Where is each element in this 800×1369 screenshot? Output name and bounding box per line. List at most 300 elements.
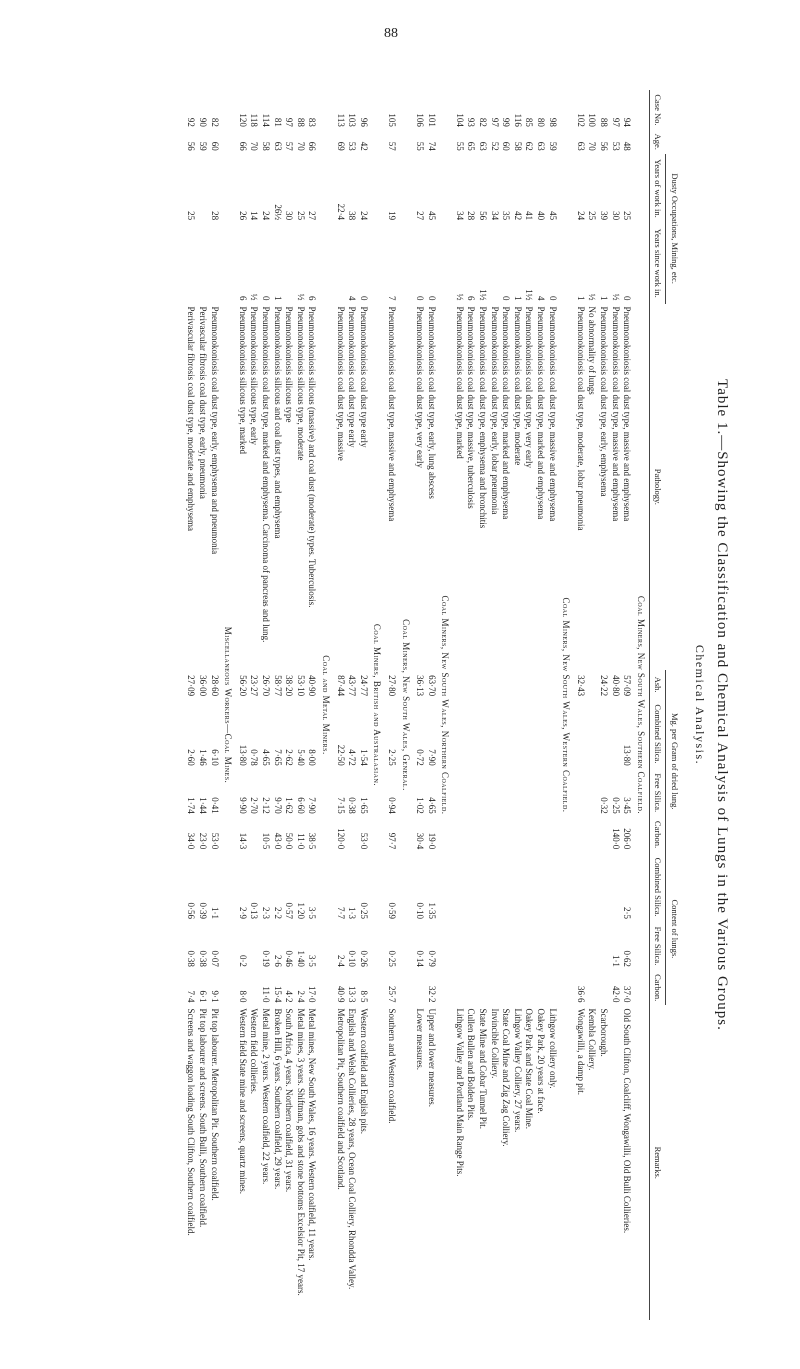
cell-pathology: Pneumonokoniosis coal dust type early xyxy=(347,306,358,448)
cell-content-carbon: 2·4 xyxy=(295,990,306,1003)
cell-age: 63 xyxy=(478,141,489,151)
cell-age: 65 xyxy=(466,141,477,151)
section-title: Coal and Metal Miners. xyxy=(320,655,331,755)
cell-age: 62 xyxy=(524,141,535,151)
cell-remarks: South Africa, 4 years. Northern coalfield, 31 years. xyxy=(284,1008,295,1193)
cell-combined-silica: 4·65 xyxy=(261,749,271,766)
cell-remarks: Lithgow colliery only. xyxy=(547,1008,558,1089)
table-row xyxy=(586,90,598,1320)
table-row xyxy=(523,90,535,1320)
cell-years-work: 24 xyxy=(358,211,369,221)
cell-case: 85 xyxy=(524,117,535,127)
cell-content-carbon xyxy=(597,970,609,1006)
cell-free-silica: 0·25 xyxy=(610,797,621,814)
cell-content-combined: 3·5 xyxy=(307,907,318,919)
section-title: Miscellaneous Workers—Coal Mines. xyxy=(223,626,234,784)
cell-content-free: 1·1 xyxy=(610,954,621,967)
cell-remarks: Old South Clifton, Coalcliff, Wongawilli, Old Bulli Collieries. xyxy=(622,1008,633,1234)
cell-carbon xyxy=(574,817,586,853)
cell-pathology: Pneumonokoniosis coal dust type early xyxy=(358,306,369,448)
cell-content-carbon: 42·0 xyxy=(610,985,621,1003)
cell-content-free: 0·26 xyxy=(358,950,369,967)
cell-age: 53 xyxy=(347,141,358,151)
cell-content-free: 0·38 xyxy=(198,950,209,967)
cell-combined-silica: 2·62 xyxy=(284,749,295,766)
cell-years-work xyxy=(196,154,208,223)
table-row xyxy=(574,90,586,1320)
cell-content-combined xyxy=(511,852,523,922)
cell-case: 81 xyxy=(272,117,283,127)
cell-content-combined: 2·9 xyxy=(237,907,248,919)
cell-carbon: 11·0 xyxy=(295,833,306,850)
cell-content-combined: 0·56 xyxy=(186,902,197,919)
cell-free-silica: 0·38 xyxy=(347,797,358,814)
cell-content-carbon: 13·3 xyxy=(347,985,358,1003)
cell-free-silica: 2·70 xyxy=(249,797,260,814)
cell-content-combined xyxy=(523,852,535,922)
cell-case: 97 xyxy=(284,117,295,127)
cell-age: 63 xyxy=(536,141,547,151)
cell-ash xyxy=(586,670,598,699)
section-header xyxy=(437,90,454,1320)
cell-content-combined xyxy=(574,852,586,922)
cell-content-carbon: 37·0 xyxy=(622,985,633,1003)
cell-content-combined xyxy=(488,852,500,922)
cell-age: 60 xyxy=(501,141,512,151)
cell-years-since: ½ xyxy=(610,293,621,301)
cell-carbon: 43·0 xyxy=(272,832,283,850)
cell-age: 69 xyxy=(335,141,346,151)
cell-years-since: 1 xyxy=(272,296,283,301)
cell-ash xyxy=(523,670,535,699)
cell-ash: 38·20 xyxy=(284,675,295,697)
cell-years-work: 27 xyxy=(307,211,318,221)
cell-remarks: Kembla Colliery. xyxy=(587,1008,598,1071)
header-years-since: Years since work in. xyxy=(649,223,666,303)
cell-age: 60 xyxy=(209,141,220,151)
cell-pathology: Pneumonokoniosis coal dust type, massive and emphysema xyxy=(547,306,558,522)
table-body xyxy=(185,90,649,1320)
cell-age: 58 xyxy=(512,141,523,151)
cell-remarks: Metal mine, 2 years. Western coalfield, 22 years. xyxy=(261,1008,271,1185)
cell-remarks: Cullen Bullen and Bolden Pits. xyxy=(466,1008,477,1121)
cell-content-free xyxy=(534,922,546,970)
cell-years-work: 38 xyxy=(347,211,358,221)
cell-pathology: Pneumonokoniosis silicous type, marked xyxy=(237,306,248,455)
cell-years-since: 1½ xyxy=(524,289,535,301)
cell-content-carbon: 11·0 xyxy=(261,986,271,1003)
cell-remarks: Broken Hill, 6 years. Southern coalfield, 29 years. xyxy=(272,1008,283,1190)
cell-free-silica xyxy=(586,769,598,817)
cell-content-combined xyxy=(500,852,512,922)
cell-pathology: Pneumonokoniosis coal dust type, marked and emphysema xyxy=(501,306,512,520)
cell-carbon: 38·5 xyxy=(307,832,318,850)
table-row xyxy=(488,90,500,1320)
cell-content-free: 0·46 xyxy=(284,950,295,967)
cell-content-free: 0·07 xyxy=(209,950,220,967)
header-remarks: Remarks. xyxy=(649,1005,682,1320)
cell-content-free xyxy=(465,922,477,970)
cell-years-work: 56 xyxy=(478,211,489,221)
cell-pathology: Pneumonokoniosis silicous type xyxy=(284,306,295,423)
cell-age: 55 xyxy=(454,141,465,151)
cell-carbon: 206·0 xyxy=(622,828,633,850)
cell-years-since: 1 xyxy=(599,296,610,301)
cell-case: 105 xyxy=(386,113,397,127)
table-row xyxy=(597,90,609,1320)
cell-years-work: 26½ xyxy=(272,204,283,221)
cell-content-combined: 1·20 xyxy=(295,902,306,919)
cell-ash: 36·13 xyxy=(415,675,426,697)
cell-case: 97 xyxy=(489,117,500,127)
cell-carbon: 140·0 xyxy=(610,828,621,850)
cell-years-work: 34 xyxy=(489,211,500,221)
cell-case: 99 xyxy=(501,117,512,127)
cell-carbon: 120·0 xyxy=(335,828,346,850)
cell-case: 104 xyxy=(454,113,465,127)
cell-age: 70 xyxy=(295,141,306,151)
cell-ash: 36·00 xyxy=(198,675,209,697)
table-row xyxy=(534,90,546,1320)
cell-content-free xyxy=(488,922,500,970)
cell-pathology: Pneumonokoniosis coal dust type, massive and emphysema xyxy=(386,306,397,522)
table-row xyxy=(248,90,260,1320)
cell-remarks: Lithgow Valley Colliery, 27 years. xyxy=(512,1008,523,1133)
cell-content-combined: 0·39 xyxy=(198,902,209,919)
cell-age: 58 xyxy=(261,141,271,151)
cell-remarks: Lower measures. xyxy=(415,1008,426,1070)
cell-ash xyxy=(500,670,512,699)
cell-carbon xyxy=(488,817,500,853)
cell-years-work: 14 xyxy=(249,211,260,221)
cell-free-silica xyxy=(488,769,500,817)
cell-content-carbon: 4·2 xyxy=(284,990,295,1003)
cell-remarks: Metal mines, 3 years. Shiftman, gobs and stone bottoms Excelsior Pit, 17 years. xyxy=(295,1008,306,1296)
cell-ash: 58·77 xyxy=(272,675,283,697)
cell-ash: 27·80 xyxy=(386,675,397,697)
cell-free-silica: 7·90 xyxy=(307,797,318,814)
cell-years-since: 0 xyxy=(426,296,437,301)
cell-carbon xyxy=(477,817,489,853)
header-combined-silica: Combined Silica. xyxy=(649,699,666,769)
cell-ash: 53·10 xyxy=(295,675,306,697)
cell-free-silica: 1·02 xyxy=(415,797,426,814)
cell-content-combined: 0·13 xyxy=(249,902,260,919)
cell-years-since: 0 xyxy=(261,296,271,301)
cell-years-work: 24 xyxy=(575,211,586,221)
cell-years-work: 25 xyxy=(186,211,197,221)
cell-free-silica: 1·44 xyxy=(198,797,209,814)
cell-case: 92 xyxy=(186,117,197,127)
cell-free-silica: 1·74 xyxy=(186,797,197,814)
table-row xyxy=(271,90,283,1320)
cell-content-carbon xyxy=(534,970,546,1006)
cell-case: 114 xyxy=(261,113,271,127)
cell-carbon xyxy=(597,817,609,853)
cell-years-since: ½ xyxy=(587,293,598,301)
cell-free-silica xyxy=(523,769,535,817)
cell-years-since xyxy=(488,223,500,303)
cell-combined-silica: 2·60 xyxy=(186,749,197,766)
cell-ash xyxy=(477,670,489,699)
cell-years-work: 25 xyxy=(295,211,306,221)
cell-content-combined xyxy=(453,852,465,922)
cell-free-silica xyxy=(511,769,523,817)
cell-content-carbon: 32·2 xyxy=(426,985,437,1003)
cell-content-free xyxy=(453,922,465,970)
cell-years-work: 35 xyxy=(501,211,512,221)
section-header xyxy=(632,90,649,1320)
cell-pathology: Pneumonokoniosis silicous (massive) and coal dust (moderate) types. Tuberculosis. xyxy=(307,306,318,608)
cell-content-combined xyxy=(465,852,477,922)
cell-content-free: 0·79 xyxy=(426,950,437,967)
cell-case: 88 xyxy=(295,117,306,127)
cell-content-combined xyxy=(546,852,558,922)
cell-pathology: Pneumonokoniosis silicous type, early xyxy=(249,306,260,446)
cell-content-carbon xyxy=(500,970,512,1006)
cell-free-silica xyxy=(574,769,586,817)
cell-combined-silica: 22·50 xyxy=(335,744,346,766)
cell-years-since xyxy=(185,223,197,303)
cell-carbon xyxy=(248,817,260,853)
cell-content-combined: 2·3 xyxy=(261,907,271,919)
cell-content-carbon: 40·9 xyxy=(335,985,346,1003)
cell-free-silica: 6·60 xyxy=(295,797,306,814)
cell-content-free xyxy=(477,922,489,970)
cell-case: 83 xyxy=(307,117,318,127)
cell-combined-silica xyxy=(534,699,546,769)
cell-free-silica: 9·70 xyxy=(272,797,283,814)
cell-age: 57 xyxy=(386,141,397,151)
cell-carbon: 14·3 xyxy=(237,832,248,850)
cell-years-since xyxy=(334,223,346,303)
table-row xyxy=(621,90,633,1320)
table-row xyxy=(546,90,558,1320)
cell-remarks: Southern and Western coalfield. xyxy=(386,1008,397,1124)
cell-free-silica: 3·45 xyxy=(622,797,633,814)
cell-remarks: Scarborough. xyxy=(599,1008,610,1057)
section-title: Coal Miners, New South Wales, General. xyxy=(400,619,411,791)
header-case: Case No. xyxy=(649,90,682,130)
cell-content-free xyxy=(511,922,523,970)
cell-age: 42 xyxy=(358,141,369,151)
cell-age: 56 xyxy=(186,141,197,151)
cell-content-free xyxy=(546,922,558,970)
cell-ash xyxy=(534,670,546,699)
cell-age: 63 xyxy=(575,141,586,151)
cell-content-carbon: 15·4 xyxy=(272,985,283,1003)
cell-combined-silica xyxy=(523,699,535,769)
cell-pathology: Pneumonokoniosis silicous and coal dust types, and emphysema xyxy=(272,306,283,539)
cell-content-free: 0·62 xyxy=(622,950,633,967)
cell-case: 94 xyxy=(622,117,633,127)
section-header xyxy=(397,90,414,1320)
cell-combined-silica: 5·40 xyxy=(295,749,306,766)
cell-free-silica xyxy=(546,769,558,817)
cell-combined-silica: 1·54 xyxy=(358,749,369,766)
section-title: Coal Miners, New South Wales, Western Coalfield. xyxy=(561,597,572,813)
cell-carbon xyxy=(534,817,546,853)
cell-free-silica: 0·41 xyxy=(209,797,220,814)
cell-case: 118 xyxy=(249,113,260,127)
cell-ash xyxy=(453,670,465,699)
cell-content-combined xyxy=(609,852,621,922)
cell-content-free: 2·4 xyxy=(335,954,346,967)
cell-ash xyxy=(546,670,558,699)
cell-free-silica xyxy=(465,769,477,817)
cell-pathology: Pneumonokoniosis coal dust type, massive and emphysema xyxy=(622,306,633,522)
cell-combined-silica xyxy=(500,699,512,769)
cell-content-combined: 1·1 xyxy=(209,907,220,919)
cell-combined-silica: 6·10 xyxy=(209,749,220,766)
cell-remarks: Screens and waggon loading South Clifton, Southern coalfield. xyxy=(186,1008,197,1236)
cell-carbon: 19·0 xyxy=(426,832,437,850)
table-row xyxy=(414,90,426,1320)
cell-pathology: No abnormality of lungs xyxy=(587,306,598,395)
cell-remarks: Western coalfield and English pits. xyxy=(358,1008,369,1134)
table-row xyxy=(196,90,208,1320)
cell-content-free: 2·6 xyxy=(272,954,283,967)
cell-remarks: Metal mines, New South Wales, 16 years. Western coalfield, 11 years. xyxy=(307,1008,318,1261)
cell-ash: 28·60 xyxy=(209,675,220,697)
header-content-combined: Combined Silica. xyxy=(649,852,666,922)
cell-content-free xyxy=(500,922,512,970)
cell-pathology: Pneumonokoniosis coal dust type, moderate xyxy=(512,306,523,466)
cell-content-combined xyxy=(477,852,489,922)
cell-years-since xyxy=(196,223,208,303)
header-age: Age. xyxy=(649,130,682,154)
cell-content-combined: 0·59 xyxy=(386,902,397,919)
cell-years-since: 6 xyxy=(466,296,477,301)
cell-age: 56 xyxy=(599,141,610,151)
table-row xyxy=(465,90,477,1320)
cell-years-work: 30 xyxy=(610,211,621,221)
cell-pathology: Pneumonokoniosis coal dust type, massive xyxy=(335,306,346,461)
cell-case: 82 xyxy=(478,117,489,127)
header-ash: Ash. xyxy=(649,670,666,699)
cell-carbon: 53·0 xyxy=(209,832,220,850)
section-header xyxy=(558,90,575,1320)
cell-pathology: Perivascular fibrosis coal dust type, moderate and emphysema xyxy=(186,306,197,531)
cell-combined-silica: 13·80 xyxy=(622,744,633,766)
table-title: Table 1.—Showing the Classification and Chemical Analysis of Lungs in the Various Groups. xyxy=(714,379,730,1031)
cell-carbon: 97·7 xyxy=(386,832,397,850)
cell-years-work: 28 xyxy=(466,211,477,221)
cell-years-work: 19 xyxy=(386,211,397,221)
cell-carbon: 34·0 xyxy=(186,832,197,850)
table-row xyxy=(283,90,295,1320)
cell-case: 100 xyxy=(587,113,598,127)
table-row xyxy=(385,90,397,1320)
cell-years-since: ½ xyxy=(295,293,306,301)
cell-case: 97 xyxy=(610,117,621,127)
cell-age: 59 xyxy=(198,141,209,151)
cell-carbon: 23·0 xyxy=(198,832,209,850)
cell-years-since: 4 xyxy=(347,296,358,301)
cell-remarks: Western field State mine and screens, quartz mines. xyxy=(237,1008,248,1194)
table-row xyxy=(511,90,523,1320)
cell-remarks xyxy=(609,1005,621,1320)
cell-case: 90 xyxy=(198,117,209,127)
cell-ash: 87·44 xyxy=(335,675,346,697)
cell-free-silica xyxy=(453,769,465,817)
page-number: 88 xyxy=(384,26,398,41)
table-row xyxy=(346,90,358,1320)
cell-pathology: Pneumonokoniosis coal dust type, marked xyxy=(454,306,465,459)
cell-content-combined: 1·3 xyxy=(347,907,358,919)
cell-case: 120 xyxy=(237,113,248,127)
cell-age: 52 xyxy=(489,141,500,151)
cell-pathology: Pneumonokoniosis coal dust type, early, emphysema and pneumonia xyxy=(209,306,220,555)
cell-free-silica: 4·65 xyxy=(426,797,437,814)
cell-case: 113 xyxy=(335,113,346,127)
cell-years-since xyxy=(283,223,295,303)
cell-ash: 23·27 xyxy=(249,675,260,697)
header-content-carbon: Carbon. xyxy=(649,970,666,1006)
header-content-free: Free Silica. xyxy=(649,922,666,970)
cell-case: 98 xyxy=(547,117,558,127)
cell-ash: 27·09 xyxy=(186,675,197,697)
cell-content-carbon xyxy=(465,970,477,1006)
table-row xyxy=(477,90,489,1320)
cell-content-carbon: 8·5 xyxy=(358,990,369,1003)
section-title: Coal Miners, British and Australasian. xyxy=(372,623,383,787)
cell-content-free: 0·19 xyxy=(261,950,271,967)
cell-ash: 43·77 xyxy=(347,675,358,697)
cell-combined-silica xyxy=(465,699,477,769)
cell-remarks: Lithgow Valley and Portland Main Range Pits. xyxy=(454,1008,465,1177)
cell-years-work: 40 xyxy=(536,211,547,221)
cell-content-free: 0·2 xyxy=(237,954,248,967)
cell-carbon xyxy=(465,817,477,853)
analysis-table xyxy=(185,90,682,1320)
cell-years-since: ½ xyxy=(249,293,260,301)
section-header xyxy=(220,90,237,1320)
section-header xyxy=(317,90,334,1320)
cell-pathology: Pneumonokoniosis coal dust type, very early xyxy=(415,306,426,468)
cell-years-since: 7 xyxy=(386,296,397,301)
table-row xyxy=(259,90,271,1320)
cell-age: 66 xyxy=(307,141,318,151)
header-mg: Mg. per Gram of dried lung. xyxy=(666,670,682,852)
cell-content-carbon xyxy=(477,970,489,1006)
cell-content-carbon: 36·6 xyxy=(575,985,586,1003)
cell-years-work: 39 xyxy=(599,211,610,221)
cell-free-silica: 0·32 xyxy=(599,797,610,814)
cell-years-work: 41 xyxy=(524,211,535,221)
cell-combined-silica: 7·90 xyxy=(426,749,437,766)
table-subtitle: Chemical Analysis. xyxy=(693,644,707,766)
cell-combined-silica: 2·25 xyxy=(386,749,397,766)
cell-carbon: 10·5 xyxy=(261,832,271,850)
cell-years-work: 34 xyxy=(454,211,465,221)
cell-ash xyxy=(465,670,477,699)
header-content: Content of lungs. xyxy=(666,852,682,1005)
cell-years-work: 28 xyxy=(209,211,220,221)
cell-combined-silica xyxy=(609,699,621,769)
section-header xyxy=(369,90,386,1320)
cell-years-work: 30 xyxy=(284,211,295,221)
cell-combined-silica: 13·80 xyxy=(237,744,248,766)
cell-pathology: Pneumonokoniosis silicous type, moderate xyxy=(295,306,306,461)
cell-content-carbon: 25·7 xyxy=(386,985,397,1003)
table-row xyxy=(306,90,318,1320)
cell-content-free: 0·25 xyxy=(386,950,397,967)
cell-combined-silica: 1·46 xyxy=(198,749,209,766)
cell-content-free xyxy=(523,922,535,970)
cell-years-since: 1 xyxy=(512,296,523,301)
table-row xyxy=(236,90,248,1320)
